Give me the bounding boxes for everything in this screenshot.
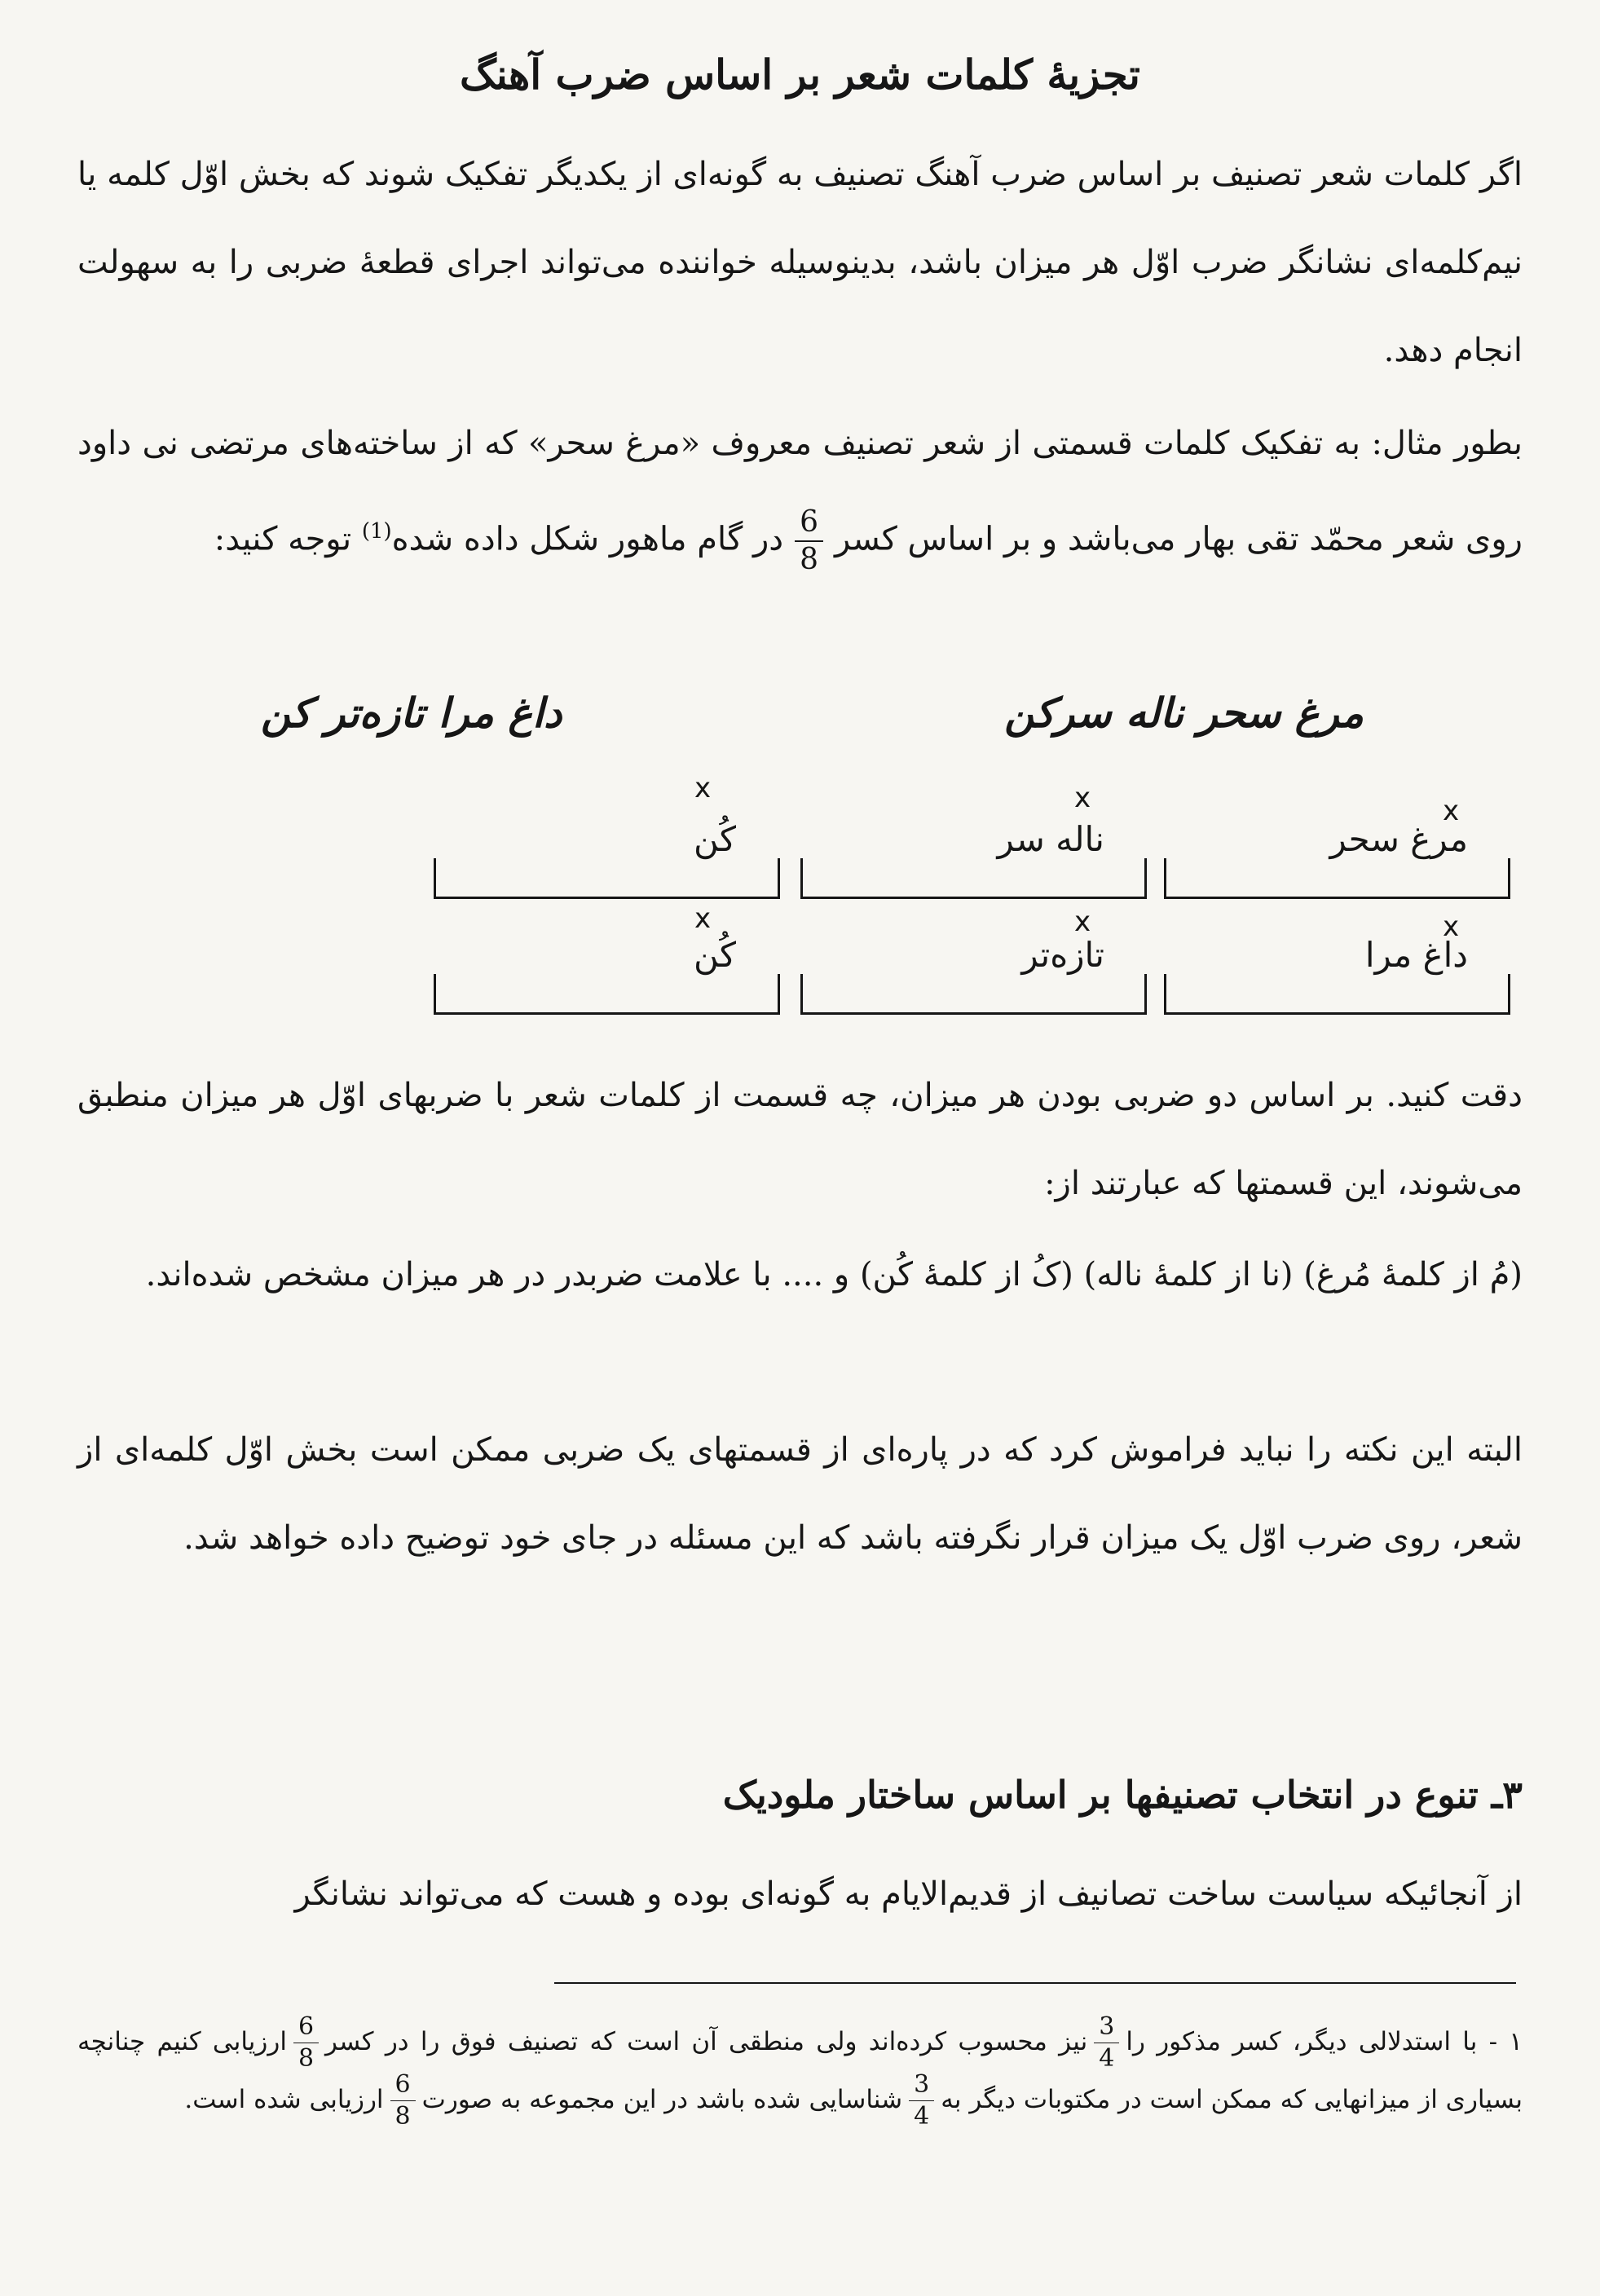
- measure-box-6: [434, 974, 780, 1015]
- paragraph-6: از آنجائیکه سیاست ساخت تصانیف از قدیم‌الایام به گونه‌ای بوده و هست که می‌تواند نشانگر: [294, 1875, 1523, 1913]
- paragraph-3: دقت کنید. بر اساس دو ضربی بودن هر میزان، چه قسمت از کلمات شعر با ضربهای اوّل هر میزان منطبق می‌شوند، این قسمتها که عبارتند از:: [77, 1077, 1523, 1202]
- paragraph-2-text-a: بطور مثال: به تفکیک کلمات قسمتی از شعر تصنیف معروف «مرغ سحر» که از ساخته‌های مرتضی نی داود روی شعر محمّد تقی بهار می‌باشد و بر اساس کسر: [77, 425, 1523, 558]
- fraction-numerator: 6: [390, 2073, 416, 2101]
- paragraph-5: البته این نکته را نباید فراموش کرد که در پاره‌ای از قسمتهای یک ضربی ممکن است بخش اوّل کلمه‌ای از شعر، روی ضرب اوّل یک میزان قرار نگرفته باشد که این مسئله در جای خود توضیح داده خواهد شد.: [77, 1431, 1523, 1557]
- footnote-divider: [554, 1982, 1516, 1984]
- fraction-6-8: [795, 505, 823, 577]
- measure-box-2: [800, 858, 1147, 899]
- measure-label-6: کُن: [694, 935, 736, 975]
- paragraph-2-text-b: در گام ماهور شکل داده شده: [391, 520, 784, 558]
- fraction-denominator: 8: [394, 2102, 411, 2131]
- footnote: [77, 2013, 1523, 2129]
- beat-mark-6: x: [694, 902, 712, 935]
- verse-right: مرغ سحر ناله سرکن: [1004, 689, 1364, 737]
- footnote-text-4: شناسایی شده باشد در این مجموعه به صورت: [421, 2085, 903, 2114]
- fraction-denominator: 8: [298, 2044, 315, 2073]
- fraction-numerator: 3: [1094, 2015, 1119, 2043]
- paragraph-2: [77, 399, 1523, 583]
- beat-mark-4: x: [1443, 910, 1460, 943]
- paragraph-2-text-c: توجه کنید:: [214, 520, 352, 558]
- footnote-fraction-1: [1094, 2012, 1119, 2073]
- footnote-text-2: نیز محسوب کرده‌اند ولی منطقی آن است که تصنیف فوق را در کسر: [325, 2027, 1088, 2056]
- beat-mark-1: x: [1443, 795, 1460, 827]
- measure-box-5: [800, 974, 1147, 1015]
- page-title: تجزیهٔ کلمات شعر بر اساس ضرب آهنگ: [460, 51, 1140, 99]
- section-heading: ۳ـ تنوع در انتخاب تصنیفها بر اساس ساختار ملودیک: [722, 1773, 1523, 1817]
- fraction-numerator: 3: [909, 2073, 934, 2101]
- fraction-numerator: 6: [293, 2015, 319, 2043]
- measure-label-2: ناله سر: [997, 819, 1104, 859]
- footnote-text-1: ۱ - با استدلالی دیگر، کسر مذکور را: [1126, 2027, 1523, 2056]
- paragraph-1: اگر کلمات شعر تصنیف بر اساس ضرب آهنگ تصنیف به گونه‌ای از یکدیگر تفکیک شوند که بخش اوّل کلمه یا نیم‌کلمه‌ای نشانگر ضرب اوّل هر میزان باشد، بدینوسیله خواننده می‌تواند اجرای قطعهٔ ضربی را به سهولت انجام دهد.: [77, 156, 1523, 369]
- paragraph-4: (مُ از کلمهٔ مُرغ) (نا از کلمهٔ ناله) (کُ از کلمهٔ کُن) و .... با علامت ضربدر در هر میزان مشخص شده‌اند.: [145, 1256, 1523, 1293]
- footnote-fraction-3: [909, 2070, 934, 2131]
- fraction-denominator: 8: [800, 543, 819, 577]
- beat-mark-2: x: [1074, 782, 1091, 814]
- measure-label-3: کُن: [694, 819, 736, 859]
- footnote-fraction-4: [390, 2070, 416, 2131]
- fraction-numerator: 6: [795, 508, 823, 542]
- footnote-text-5: ارزیابی شده است.: [184, 2085, 384, 2114]
- beat-mark-3: x: [694, 772, 712, 804]
- fraction-denominator: 4: [1099, 2044, 1115, 2073]
- footnote-reference: (1): [361, 519, 392, 544]
- verse-left: داغ مرا تازه‌تر کن: [261, 689, 562, 737]
- measure-box-4: [1164, 974, 1510, 1015]
- measure-box-1: [1164, 858, 1510, 899]
- footnote-fraction-2: [293, 2012, 319, 2073]
- measure-label-5: تازه‌تر: [1021, 935, 1104, 975]
- measure-label-1: مرغ سحر: [1329, 819, 1468, 859]
- beat-mark-5: x: [1074, 906, 1091, 938]
- measure-label-4: داغ مرا: [1364, 935, 1468, 975]
- fraction-denominator: 4: [914, 2102, 930, 2131]
- measure-box-3: [434, 858, 780, 899]
- footnote-text-3: ارزیابی کنیم چنانچه بسیاری از میزانهایی که ممکن است در مکتوبات دیگر به: [77, 2027, 1523, 2114]
